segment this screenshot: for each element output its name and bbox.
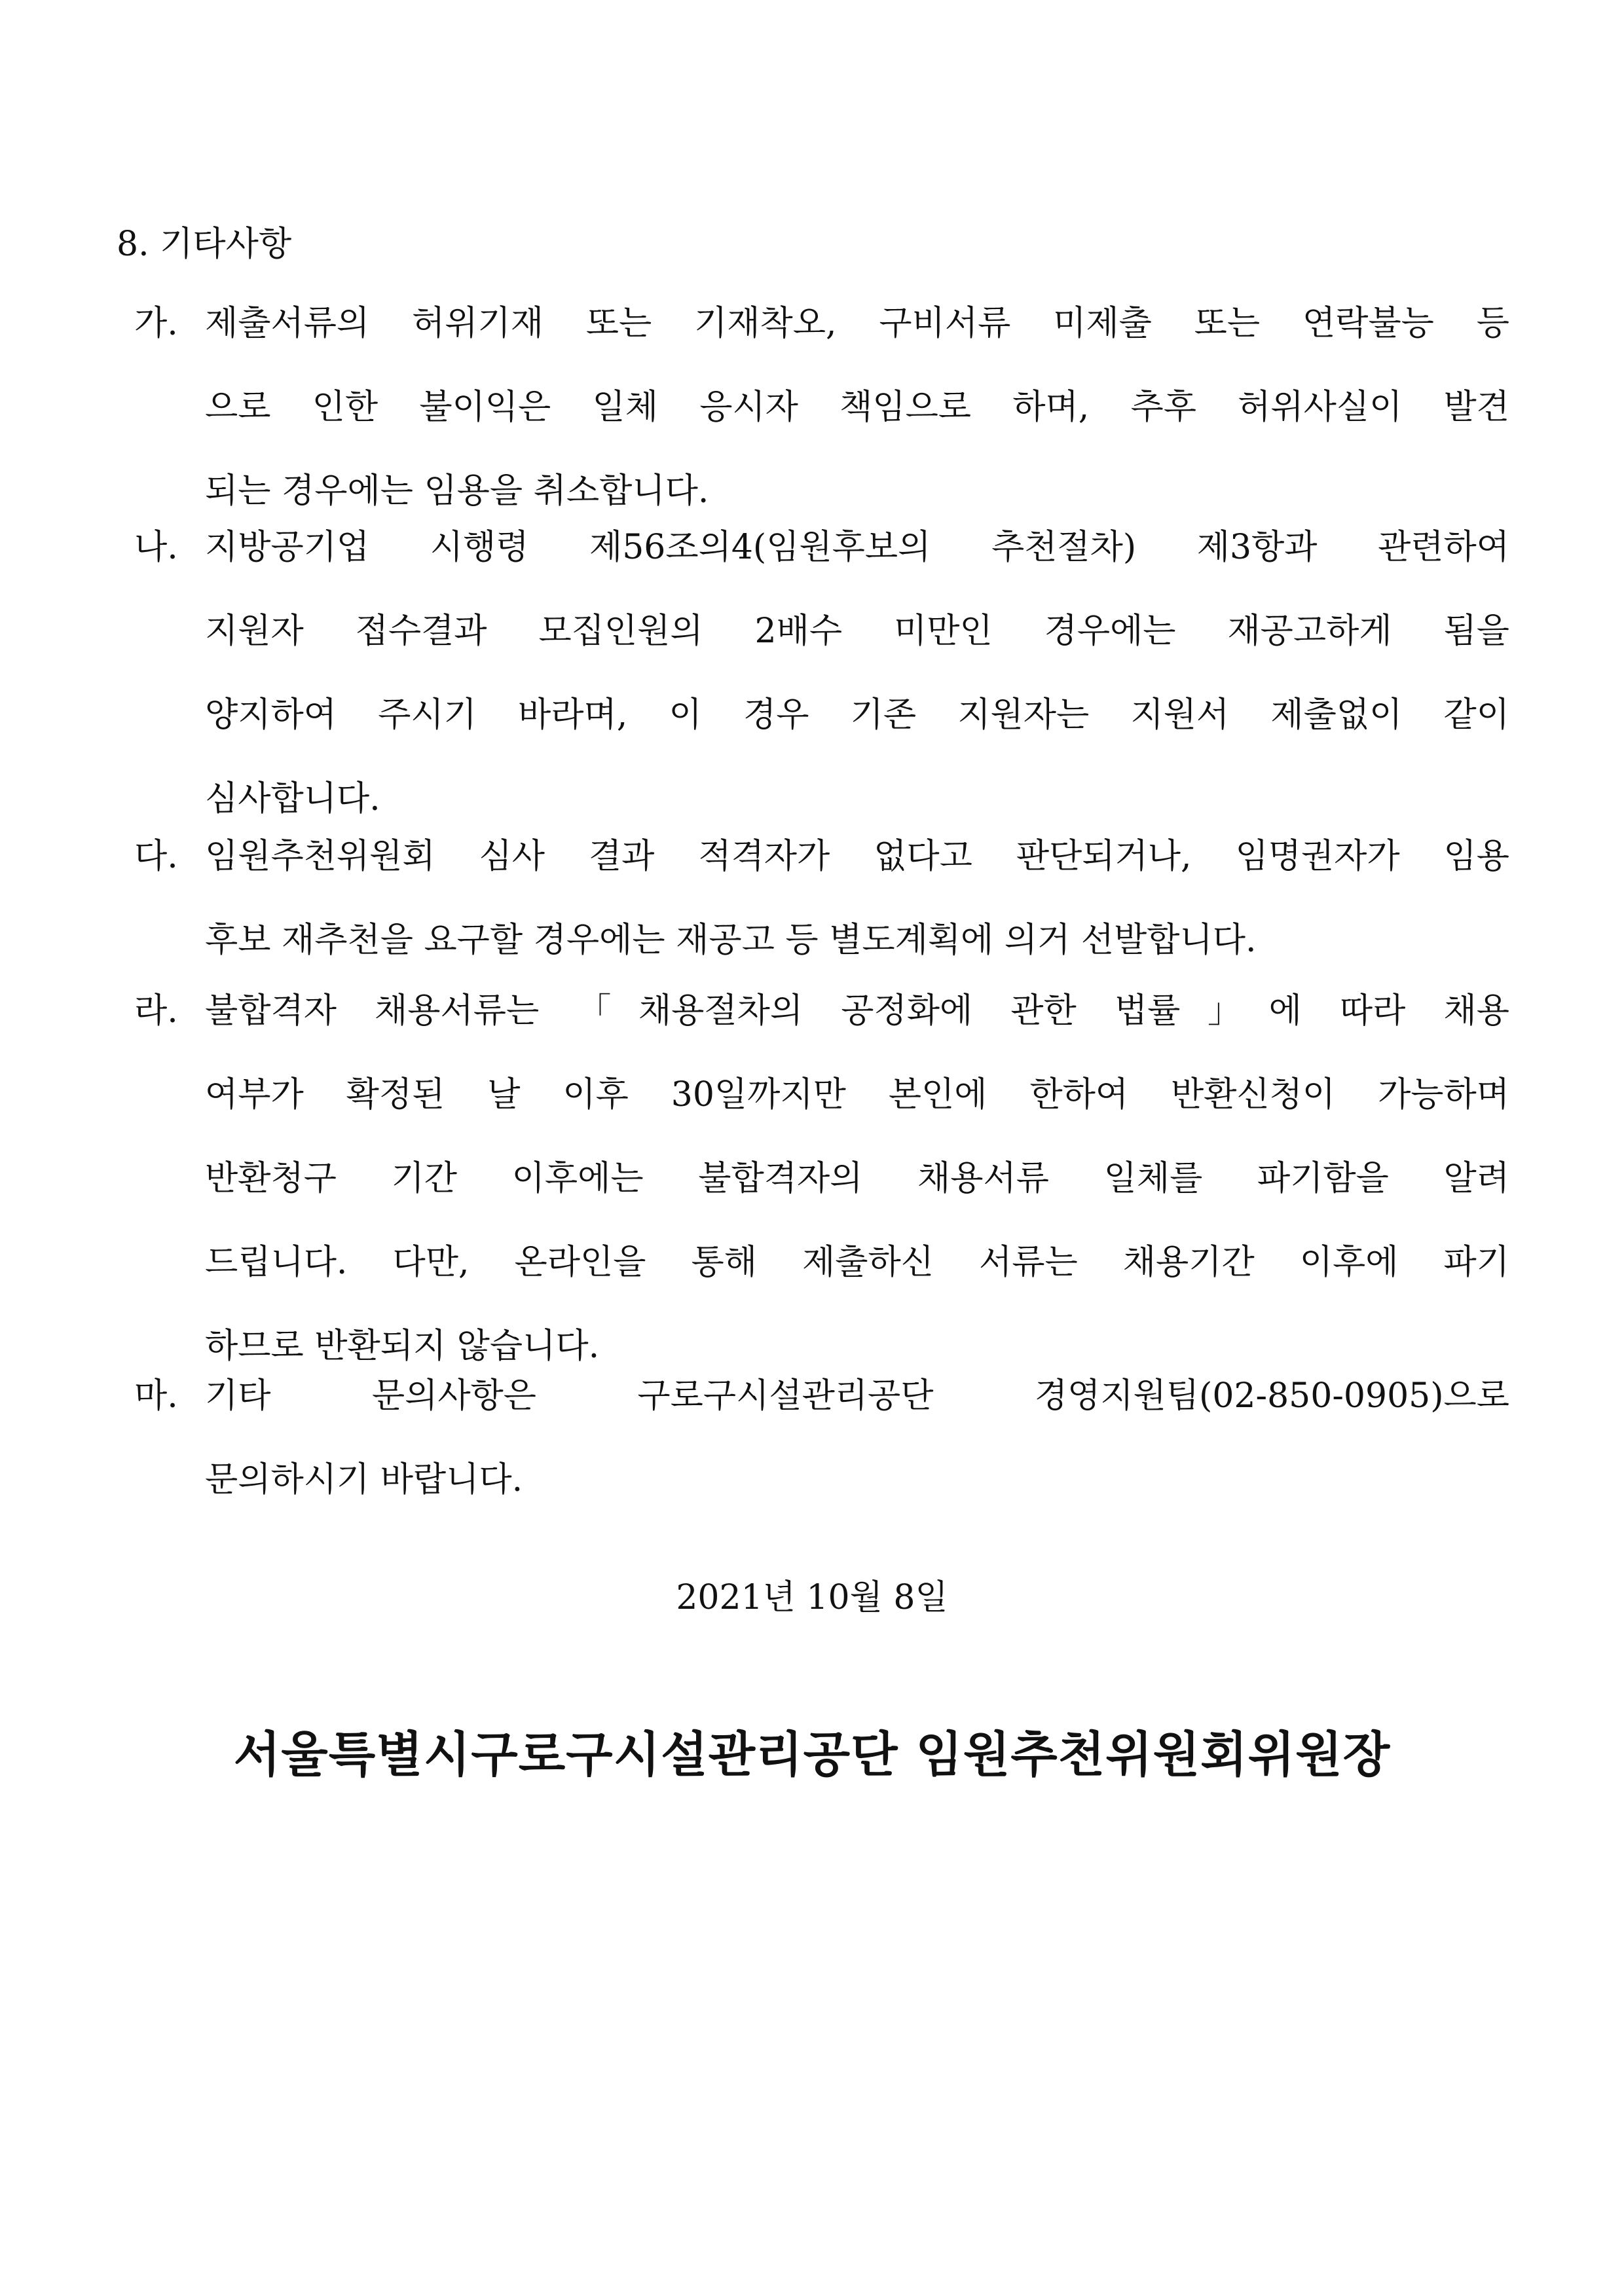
item-marker: 다. (134, 837, 178, 876)
list-item-da (134, 815, 1509, 982)
item-marker: 마. (134, 1376, 178, 1416)
item-body (205, 1354, 1509, 1522)
item-line: 문의하시기 바랍니다. (205, 1460, 523, 1499)
item-line: 반환청구 기간 이후에는 불합격자의 채용서류 일체를 파기함을 알려 (205, 1159, 1509, 1198)
document-date: 2021년 10월 8일 (676, 1578, 948, 1617)
item-line: 지방공기업 시행령 제56조의4(임원후보의 추천절차) 제3항과 관련하여 (205, 528, 1509, 567)
item-line: 지원자 접수결과 모집인원의 2배수 미만인 경우에는 재공고하게 됨을 (205, 612, 1509, 651)
item-body (205, 505, 1509, 841)
item-line: 제출서류의 허위기재 또는 기재착오, 구비서류 미제출 또는 연락불능 등 (205, 304, 1509, 343)
item-marker: 나. (134, 528, 178, 567)
issuer-signature: 서울특별시구로구시설관리공단 임원추천위원회위원장 (233, 1727, 1391, 1783)
item-line: 여부가 확정된 날 이후 30일까지만 본인에 한하여 반환신청이 가능하며 (205, 1075, 1509, 1114)
item-line: 심사합니다. (205, 779, 380, 818)
list-item-ga (134, 282, 1509, 533)
item-line: 후보 재추천을 요구할 경우에는 재공고 등 별도계획에 의거 선발합니다. (205, 921, 1257, 960)
item-line: 양지하여 주시기 바라며, 이 경우 기존 지원자는 지원서 제출없이 같이 (205, 695, 1509, 735)
item-line: 드립니다. 다만, 온라인을 통해 제출하신 서류는 채용기간 이후에 파기 (205, 1243, 1509, 1282)
item-body (205, 969, 1509, 1388)
list-item-ra (134, 969, 1509, 1388)
section-heading: 8. 기타사항 (117, 225, 292, 264)
item-marker: 라. (134, 991, 178, 1031)
item-line: 되는 경우에는 임용을 취소합니다. (205, 471, 709, 511)
item-line: 하므로 반환되지 않습니다. (205, 1327, 600, 1366)
item-body (205, 815, 1509, 982)
item-body (205, 282, 1509, 533)
list-item-na (134, 505, 1509, 841)
list-item-ma (134, 1354, 1509, 1522)
item-line: 임원추천위원회 심사 결과 적격자가 없다고 판단되거나, 임명권자가 임용 (205, 837, 1509, 876)
item-marker: 가. (134, 304, 178, 343)
item-line: 으로 인한 불이익은 일체 응시자 책임으로 하며, 추후 허위사실이 발견 (205, 388, 1509, 427)
item-line: 불합격자 채용서류는 「채용절차의 공정화에 관한 법률」에 따라 채용 (205, 991, 1509, 1031)
item-line: 기타 문의사항은 구로구시설관리공단 경영지원팀(02-850-0905)으로 (205, 1376, 1509, 1416)
